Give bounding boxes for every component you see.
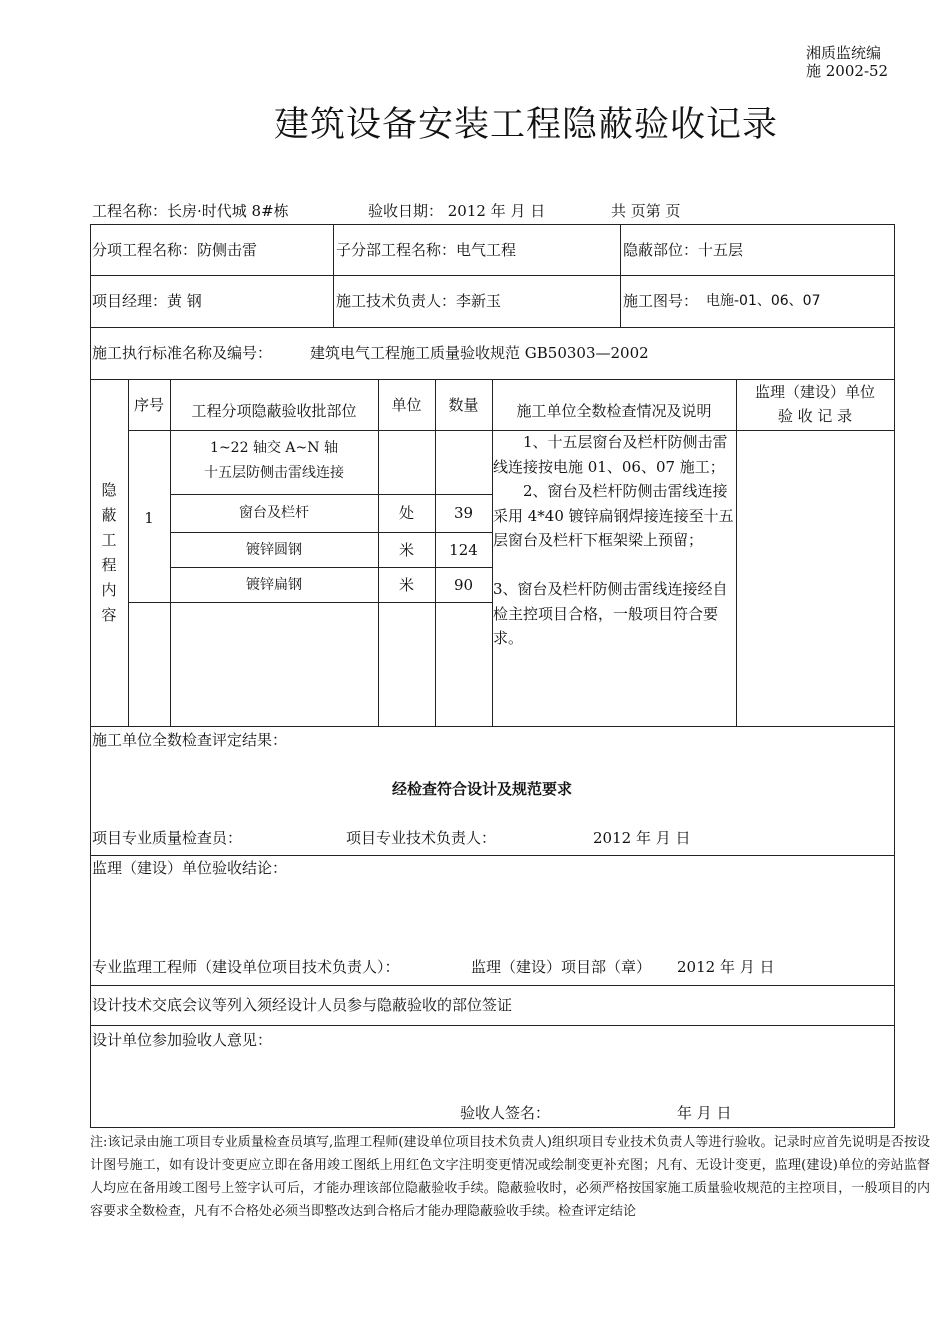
check-text-3: 3、窗台及栏杆防侧击雷线连接经自检主控项目合格，一般项目符合要求。 [493, 580, 728, 647]
quality-inspector: 项目专业质量检查员： [92, 829, 243, 847]
table-row-part: 窗台及栏杆 [239, 505, 309, 521]
tech-lead: 施工技术负责人：李新玉 [336, 292, 502, 310]
col-divider [333, 224, 334, 327]
sub-item-name: 分项工程名称：防侧击雷 [92, 241, 258, 259]
supervision-dept: 监理（建设）项目部（章） [471, 958, 652, 976]
supervision-date: 2012 年 月 日 [677, 958, 775, 976]
project-manager: 项目经理：黄 钢 [92, 292, 202, 310]
result-tech-lead: 项目专业技术负责人： [346, 829, 497, 847]
inspection-date: 验收日期： 2012 年 月 日 [368, 202, 546, 220]
col-divider [128, 379, 129, 726]
page-title: 建筑设备安装工程隐蔽验收记录 [274, 105, 779, 145]
drawing-number-value: 电施-01、06、07 [706, 293, 821, 309]
standard-label: 施工执行标准名称及编号： [92, 344, 273, 362]
table-row-part: 镀锌扁钢 [246, 577, 302, 593]
design-unit-label: 设计单位参加验收人意见： [92, 1031, 273, 1049]
result-label: 施工单位全数检查评定结果： [92, 731, 288, 749]
form-code-line1: 湘质监统编 [806, 44, 882, 62]
table-row-unit: 米 [398, 576, 414, 594]
table-row-qty: 39 [453, 504, 474, 522]
table-border-top [90, 224, 895, 225]
check-text-2: 2、窗台及栏杆防侧击雷线连接采用 4*40 镀锌扁钢焊接连接至十五层窗台及栏杆下框架梁上预留； [493, 482, 734, 549]
supervision-label: 监理（建设）单位验收结论： [92, 859, 288, 877]
header-check: 施工单位全数检查情况及说明 [516, 402, 712, 420]
table-row-part: 镀锌圆钢 [246, 542, 302, 558]
row-divider [90, 855, 895, 856]
sub-division-name: 子分部工程名称：电气工程 [336, 241, 517, 259]
hidden-location: 隐蔽部位：十五层 [623, 241, 744, 259]
drawing-number-label: 施工图号： [623, 292, 699, 310]
row-divider [170, 494, 492, 495]
table-row-unit: 处 [398, 504, 414, 522]
check-text-1: 1、十五层窗台及栏杆防侧击雷线连接按电施 01、06、07 施工； [493, 433, 728, 476]
design-date: 年 月 日 [677, 1104, 732, 1122]
row-divider [90, 327, 895, 328]
result-date: 2012 年 月 日 [593, 829, 691, 847]
table-row-part: 1~22 轴交 A~N 轴 [210, 440, 338, 456]
supervision-engineer: 专业监理工程师（建设单位项目技术负责人）： [92, 958, 400, 976]
row-divider [90, 726, 895, 727]
design-signature: 验收人签名： [460, 1104, 551, 1122]
form-code-line2: 施 2002-52 [806, 62, 889, 80]
table-row-part: 十五层防侧击雷线连接 [204, 465, 344, 481]
table-row-unit: 米 [398, 541, 414, 559]
table-row-qty: 124 [449, 541, 478, 559]
row-divider [90, 275, 895, 276]
table-border-right [894, 224, 895, 1127]
footnote: 注:该记录由施工项目专业质量检查员填写,监理工程师(建设单位项目技术负责人)组织项目专业技术负责人等进行验收。记录时应首先说明是否按设计图号施工，如有设计变更应立即在备用竣工图纸上用红色文字注明变更情况或绘制变更补充图；凡有、无设计变更，监理(建设)单位的旁站监督人均应在备用竣工图号上签字认可后，才能办理该部位隐蔽验收手续。隐蔽验收时，必须严格按国家施工质量验收规范的主控项目，一般项目的内容要求全数检查，凡有不合格处必须当即整改达到合格后才能办理隐蔽验收手续。检查评定结论 [90, 1135, 930, 1219]
hidden-work-content-label: 隐蔽工程内容 [101, 481, 117, 624]
row-divider [170, 567, 492, 568]
result-conclusion: 经检查符合设计及规范要求 [392, 780, 573, 798]
row-divider [128, 602, 492, 603]
header-part: 工程分项隐蔽验收批部位 [191, 402, 357, 420]
col-divider [620, 224, 621, 327]
row-divider [90, 1025, 895, 1026]
row-divider [170, 532, 492, 533]
header-seq: 序号 [133, 396, 164, 414]
table-border-bottom [90, 1127, 895, 1128]
header-supervision-line2: 验 收 记 录 [777, 407, 853, 425]
project-name: 工程名称：长房·时代城 8#栋 [92, 202, 289, 220]
standard-value: 建筑电气工程施工质量验收规范 GB50303—2002 [310, 344, 649, 362]
table-border-left [90, 224, 91, 1127]
header-supervision-line1: 监理（建设）单位 [754, 383, 875, 401]
design-note: 设计技术交底会议等列入须经设计人员参与隐蔽验收的部位签证 [92, 996, 513, 1014]
header-unit: 单位 [391, 396, 422, 414]
table-row-qty: 90 [453, 576, 474, 594]
header-qty: 数量 [448, 396, 479, 414]
page-count: 共 页第 页 [611, 202, 681, 220]
seq-value: 1 [144, 509, 154, 527]
row-divider [90, 985, 895, 986]
